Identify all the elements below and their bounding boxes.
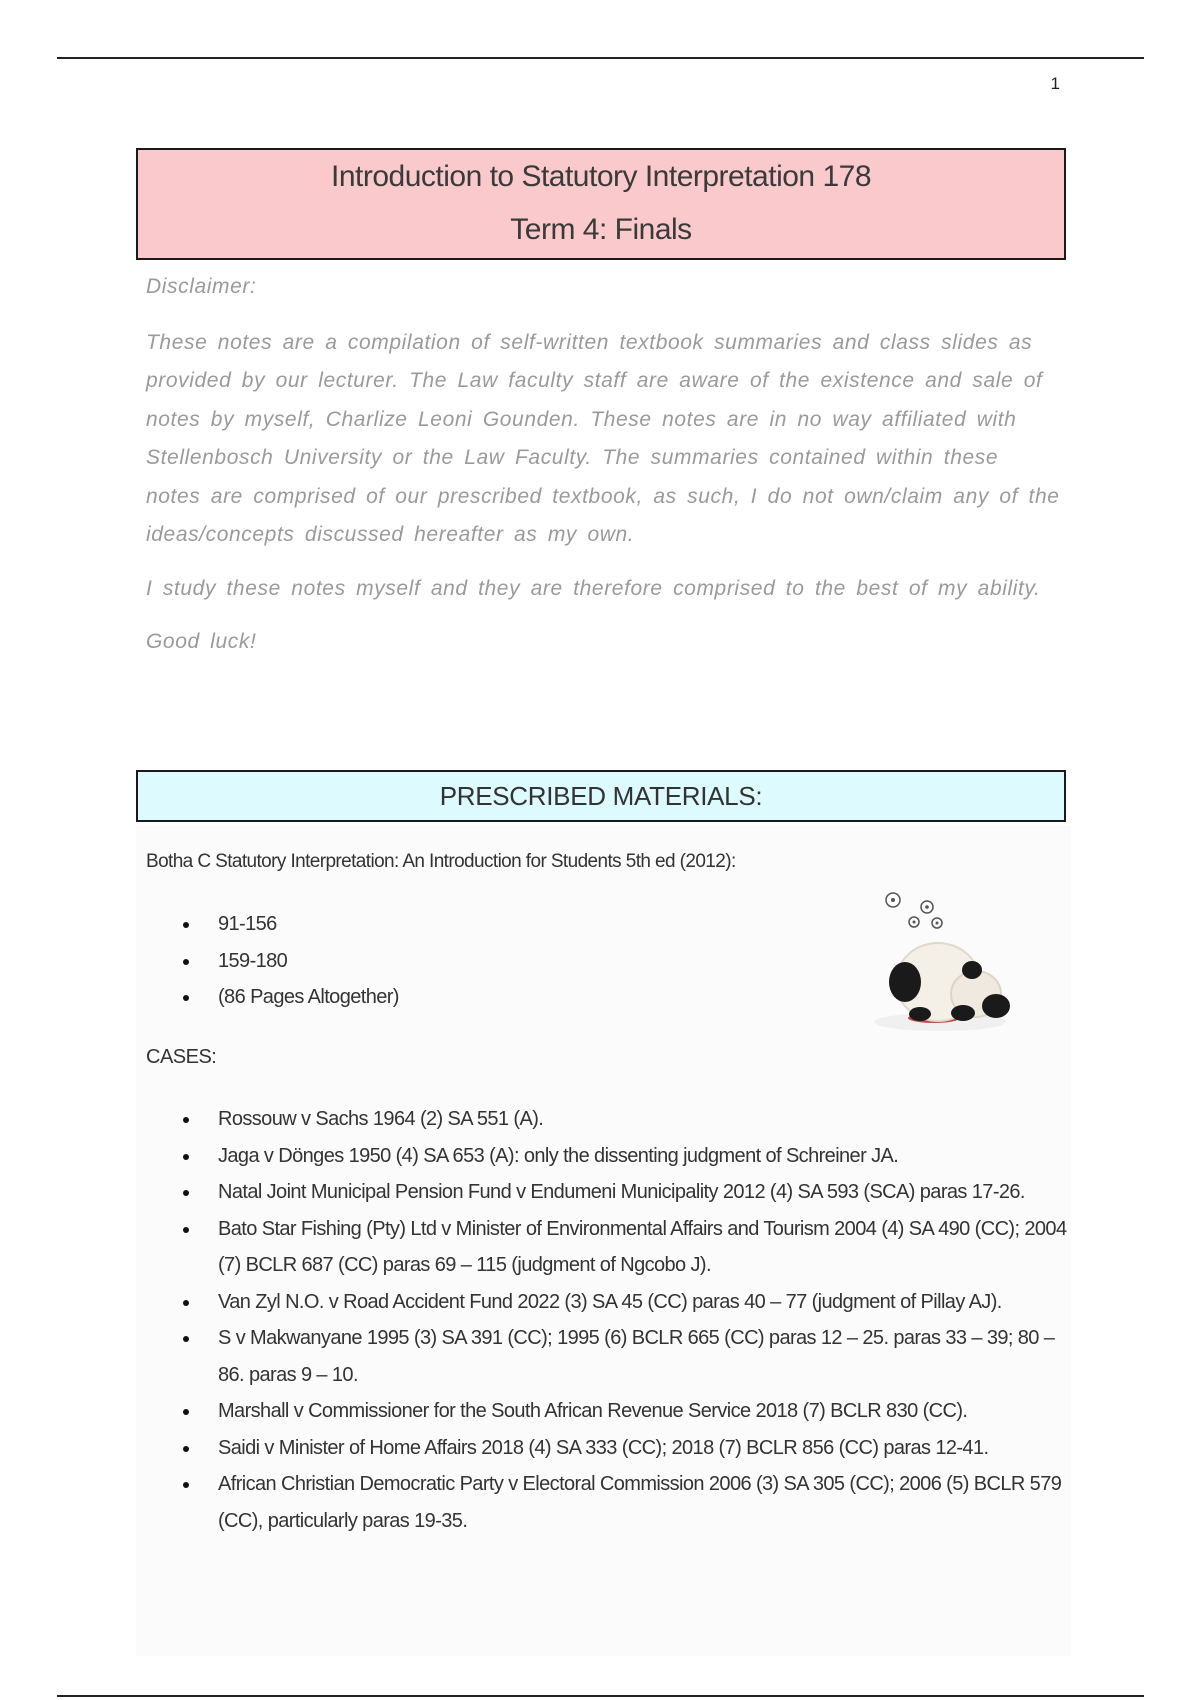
page-range-list — [146, 906, 746, 1016]
disclaimer-heading: Disclaimer: — [146, 275, 257, 298]
disclaimer-closing: Good luck! — [146, 630, 257, 653]
document-title: Introduction to Statutory Interpretation 178 — [330, 160, 872, 193]
page-number: 1 — [1050, 74, 1060, 93]
list-item: Van Zyl N.O. v Road Accident Fund 2022 (3) SA 45 (CC) paras 40 – 77 (judgment of Pillay AJ). — [146, 1284, 1071, 1321]
list-item: 159-180 — [146, 943, 746, 980]
cases-list — [146, 1101, 1071, 1539]
list-item: Jaga v Dönges 1950 (4) SA 653 (A): only the dissenting judgment of Schreiner JA. — [146, 1138, 1071, 1175]
list-item: (86 Pages Altogether) — [146, 979, 746, 1016]
list-item: Bato Star Fishing (Pty) Ltd v Minister of Environmental Affairs and Tourism 2004 (4) SA 490 (CC); 2004 (7) BCLR 687 (CC) paras 69 – 115 (judgment of Ngcobo J). — [146, 1211, 1071, 1284]
list-item: S v Makwanyane 1995 (3) SA 391 (CC); 1995 (6) BCLR 665 (CC) paras 12 – 25. paras 33 – 39; 80 – 86. paras 9 – 10. — [146, 1320, 1071, 1393]
list-item: Natal Joint Municipal Pension Fund v Endumeni Municipality 2012 (4) SA 593 (SCA) paras 17-26. — [146, 1174, 1071, 1211]
footer-rule — [57, 1695, 1144, 1697]
disclaimer-paragraph-1: These notes are a compilation of self-written textbook summaries and class slides as provided by our lecturer. The Law faculty staff are aware of the existence and sale of notes by myself, Charlize Leoni Gounden. These notes are in no way affiliated with Stellenbosch University or the Law Faculty. The summaries contained within these notes are comprised of our prescribed textbook, as such, I do not own/claim any of the ideas/concepts discussed hereafter as my own. — [146, 330, 1060, 546]
list-item: Marshall v Commissioner for the South African Revenue Service 2018 (7) BCLR 830 (CC). — [146, 1393, 1071, 1430]
title-box — [136, 148, 1066, 260]
disclaimer-paragraph-2: I study these notes myself and they are therefore comprised to the best of my ability. — [146, 576, 1041, 600]
list-item: African Christian Democratic Party v Electoral Commission 2006 (3) SA 305 (CC); 2006 (5) BCLR 579 (CC), particularly paras 19-35. — [146, 1466, 1071, 1539]
disclaimer-section — [146, 268, 1061, 662]
sleeping-panda-icon — [860, 890, 1020, 1040]
prescribed-materials-heading: PRESCRIBED MATERIALS: — [136, 770, 1066, 822]
cases-heading: CASES: — [146, 1046, 217, 1068]
header-rule — [57, 57, 1144, 59]
document-subtitle: Term 4: Finals — [510, 213, 692, 246]
list-item: Saidi v Minister of Home Affairs 2018 (4) SA 333 (CC); 2018 (7) BCLR 856 (CC) paras 12-41. — [146, 1430, 1071, 1467]
list-item: Rossouw v Sachs 1964 (2) SA 551 (A). — [146, 1101, 1071, 1138]
textbook-reference: Botha C Statutory Interpretation: An Introduction for Students 5th ed (2012): — [146, 851, 736, 872]
list-item: 91-156 — [146, 906, 746, 943]
